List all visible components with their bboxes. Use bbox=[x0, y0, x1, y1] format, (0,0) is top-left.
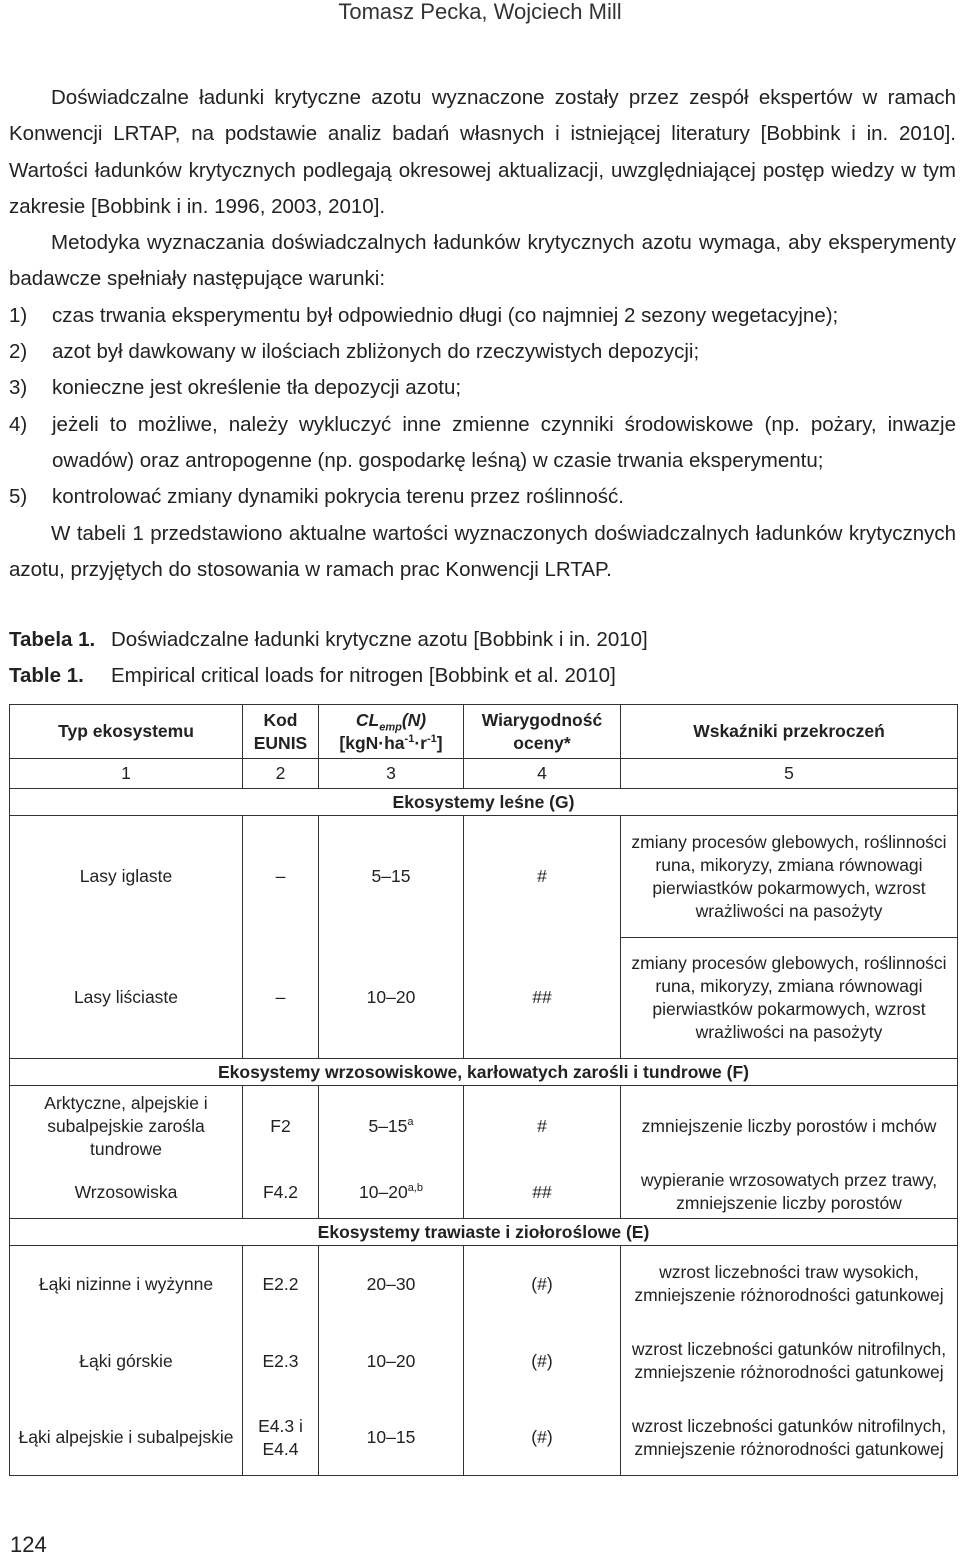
cl-value: 10–20 bbox=[359, 1181, 408, 1202]
table-row bbox=[10, 1086, 958, 1166]
cl-unit-sup1: -1 bbox=[404, 732, 415, 745]
cl-footnote: a bbox=[407, 1116, 414, 1129]
cell-wskazniki: zmiany procesów glebowych, roślinności runa, mikoryzy, zmiana równowagi pierwiastków pokarmowych, wzrost wrażliwości na pasożyty bbox=[621, 816, 958, 937]
page-number: 124 bbox=[10, 1532, 47, 1557]
list-text: jeżeli to możliwe, należy wykluczyć inne zmienne czynniki środowiskowe (np. pożary, inwazje owadów) oraz antropogenne (np. gospodarkę leśną) w czasie trwania eksperymentu; bbox=[52, 412, 956, 472]
table-row bbox=[10, 1400, 958, 1475]
cell-cl bbox=[319, 1086, 464, 1166]
cell-cl: 10–20 bbox=[319, 1323, 464, 1400]
cell-cl: 10–20 bbox=[319, 937, 464, 1058]
caption-en-label: Table 1. bbox=[9, 664, 84, 687]
cl-subscript: emp bbox=[379, 721, 402, 734]
header-kod: Kod EUNIS bbox=[243, 705, 319, 759]
caption-en-text: Empirical critical loads for nitrogen [Bobbink et al. 2010] bbox=[111, 664, 616, 687]
cell-typ: Lasy liściaste bbox=[10, 937, 243, 1058]
list-number: 5) bbox=[9, 485, 28, 509]
col-number: 2 bbox=[243, 759, 319, 789]
cell-typ: Lasy iglaste bbox=[10, 816, 243, 937]
table-row bbox=[10, 1246, 958, 1323]
list-text: azot był dawkowany w ilościach zbliżonych do rzeczywistych depozycji; bbox=[52, 340, 700, 364]
cell-wiarygodnosc: # bbox=[464, 816, 621, 937]
header-cl bbox=[319, 705, 464, 759]
cell-wiarygodnosc: # bbox=[464, 1086, 621, 1166]
cell-wiarygodnosc: (#) bbox=[464, 1323, 621, 1400]
cell-kod: E4.3 i E4.4 bbox=[243, 1400, 319, 1475]
list-text: konieczne jest określenie tła depozycji azotu; bbox=[52, 376, 462, 400]
list-text: czas trwania eksperymentu był odpowiednio długi (co najmniej 2 sezony wegetacyjne); bbox=[52, 303, 839, 327]
cell-kod: E2.2 bbox=[243, 1246, 319, 1323]
list-item bbox=[9, 370, 956, 406]
list-item bbox=[9, 334, 956, 370]
paragraph-intro: Doświadczalne ładunki krytyczne azotu wyznaczone zostały przez zespół ekspertów w ramach Konwencji LRTAP, na podstawie analiz badań własnych i istniejącej literatury [Bobbink i in. 2010]. Wartości ładunków krytycznych podlegają okresowej aktualizacji, uwzględniającej postęp wiedzy w tym zakresie [Bobbink i in. 1996, 2003, 2010]. bbox=[9, 86, 956, 218]
caption-pl-label: Tabela 1. bbox=[9, 628, 96, 651]
cell-typ: Arktyczne, alpejskie i subalpejskie zarośla tundrowe bbox=[10, 1086, 243, 1166]
list-text: kontrolować zmiany dynamiki pokrycia terenu przez roślinność. bbox=[52, 485, 624, 509]
cell-kod: – bbox=[243, 816, 319, 937]
table-row bbox=[10, 816, 958, 937]
cl-value: 5–15 bbox=[368, 1115, 408, 1136]
cell-wskazniki: zmiany procesów glebowych, roślinności runa, mikoryzy, zmiana równowagi pierwiastków pokarmowych, wzrost wrażliwości na pasożyty bbox=[621, 937, 958, 1058]
cl-unit-c: ] bbox=[436, 732, 443, 753]
cell-wskazniki: wypieranie wrzosowatych przez trawy, zmniejszenie liczby porostów bbox=[621, 1166, 958, 1218]
col-number: 1 bbox=[10, 759, 243, 789]
cell-cl: 10–15 bbox=[319, 1400, 464, 1475]
section-row bbox=[10, 789, 958, 816]
list-item bbox=[9, 479, 956, 515]
cell-wiarygodnosc: (#) bbox=[464, 1400, 621, 1475]
col-number: 4 bbox=[464, 759, 621, 789]
table-row bbox=[10, 1323, 958, 1400]
cl-unit-b: ·r bbox=[414, 732, 427, 753]
cell-wskazniki: wzrost liczebności gatunków nitrofilnych, zmniejszenie różnorodności gatunkowej bbox=[621, 1323, 958, 1400]
caption-pl bbox=[9, 622, 648, 658]
list-number: 2) bbox=[9, 340, 28, 364]
section-title: Ekosystemy wrzosowiskowe, karłowatych zarośli i tundrowe (F) bbox=[10, 1059, 958, 1086]
cell-wskazniki: wzrost liczebności gatunków nitrofilnych, zmniejszenie różnorodności gatunkowej bbox=[621, 1400, 958, 1475]
caption-en bbox=[9, 658, 648, 694]
list-number: 1) bbox=[9, 303, 28, 327]
section-row bbox=[10, 1218, 958, 1245]
cell-wiarygodnosc: ## bbox=[464, 1166, 621, 1218]
caption-pl-text: Doświadczalne ładunki krytyczne azotu [Bobbink i in. 2010] bbox=[111, 628, 648, 651]
cell-wskazniki: zmniejszenie liczby porostów i mchów bbox=[621, 1086, 958, 1166]
table-row bbox=[10, 1166, 958, 1218]
cl-n: (N) bbox=[401, 709, 427, 730]
cell-wiarygodnosc: (#) bbox=[464, 1246, 621, 1323]
cell-kod: F4.2 bbox=[243, 1166, 319, 1218]
cell-cl bbox=[319, 1166, 464, 1218]
cl-symbol: CL bbox=[355, 709, 380, 730]
paragraph-table-intro: W tabeli 1 przedstawiono aktualne wartości wyznaczonych doświadczalnych ładunków krytycznych azotu, przyjętych do stosowania w ramach prac Konwencji LRTAP. bbox=[9, 521, 956, 581]
header-wskazniki: Wskaźniki przekroczeń bbox=[621, 705, 958, 759]
cl-footnote: a,b bbox=[407, 1181, 423, 1194]
cell-kod: – bbox=[243, 937, 319, 1058]
section-title: Ekosystemy trawiaste i ziołoroślowe (E) bbox=[10, 1218, 958, 1245]
column-number-row bbox=[10, 759, 958, 789]
cell-wiarygodnosc: ## bbox=[464, 937, 621, 1058]
cell-typ: Łąki górskie bbox=[10, 1323, 243, 1400]
col-number: 5 bbox=[621, 759, 958, 789]
list-number: 3) bbox=[9, 376, 28, 400]
cell-typ: Łąki nizinne i wyżynne bbox=[10, 1246, 243, 1323]
cl-unit-a: [kgN·ha bbox=[339, 732, 405, 753]
list-item bbox=[9, 298, 956, 334]
cell-cl: 5–15 bbox=[319, 816, 464, 937]
cell-kod: F2 bbox=[243, 1086, 319, 1166]
cell-cl: 20–30 bbox=[319, 1246, 464, 1323]
header-wiarygodnosc: Wiarygodność oceny* bbox=[464, 705, 621, 759]
cl-unit-sup2: -1 bbox=[426, 732, 437, 745]
cell-wskazniki: wzrost liczebności traw wysokich, zmniejszenie różnorodności gatunkowej bbox=[621, 1246, 958, 1323]
list-item bbox=[9, 407, 956, 480]
list-number: 4) bbox=[9, 412, 28, 436]
header-row bbox=[10, 705, 958, 759]
table-captions bbox=[9, 622, 648, 694]
body-text bbox=[9, 80, 956, 588]
section-row bbox=[10, 1059, 958, 1086]
running-header: Tomasz Pecka, Wojciech Mill bbox=[338, 0, 622, 24]
cell-typ: Wrzosowiska bbox=[10, 1166, 243, 1218]
section-title: Ekosystemy leśne (G) bbox=[10, 789, 958, 816]
col-number: 3 bbox=[319, 759, 464, 789]
paragraph-method: Metodyka wyznaczania doświadczalnych ładunków krytycznych azotu wymaga, aby eksperymenty badawcze spełniały następujące warunki: bbox=[9, 231, 956, 291]
cell-kod: E2.3 bbox=[243, 1323, 319, 1400]
table-row bbox=[10, 937, 958, 1058]
cell-typ: Łąki alpejskie i subalpejskie bbox=[10, 1400, 243, 1475]
critical-loads-table bbox=[9, 704, 958, 1476]
header-typ: Typ ekosystemu bbox=[10, 705, 243, 759]
